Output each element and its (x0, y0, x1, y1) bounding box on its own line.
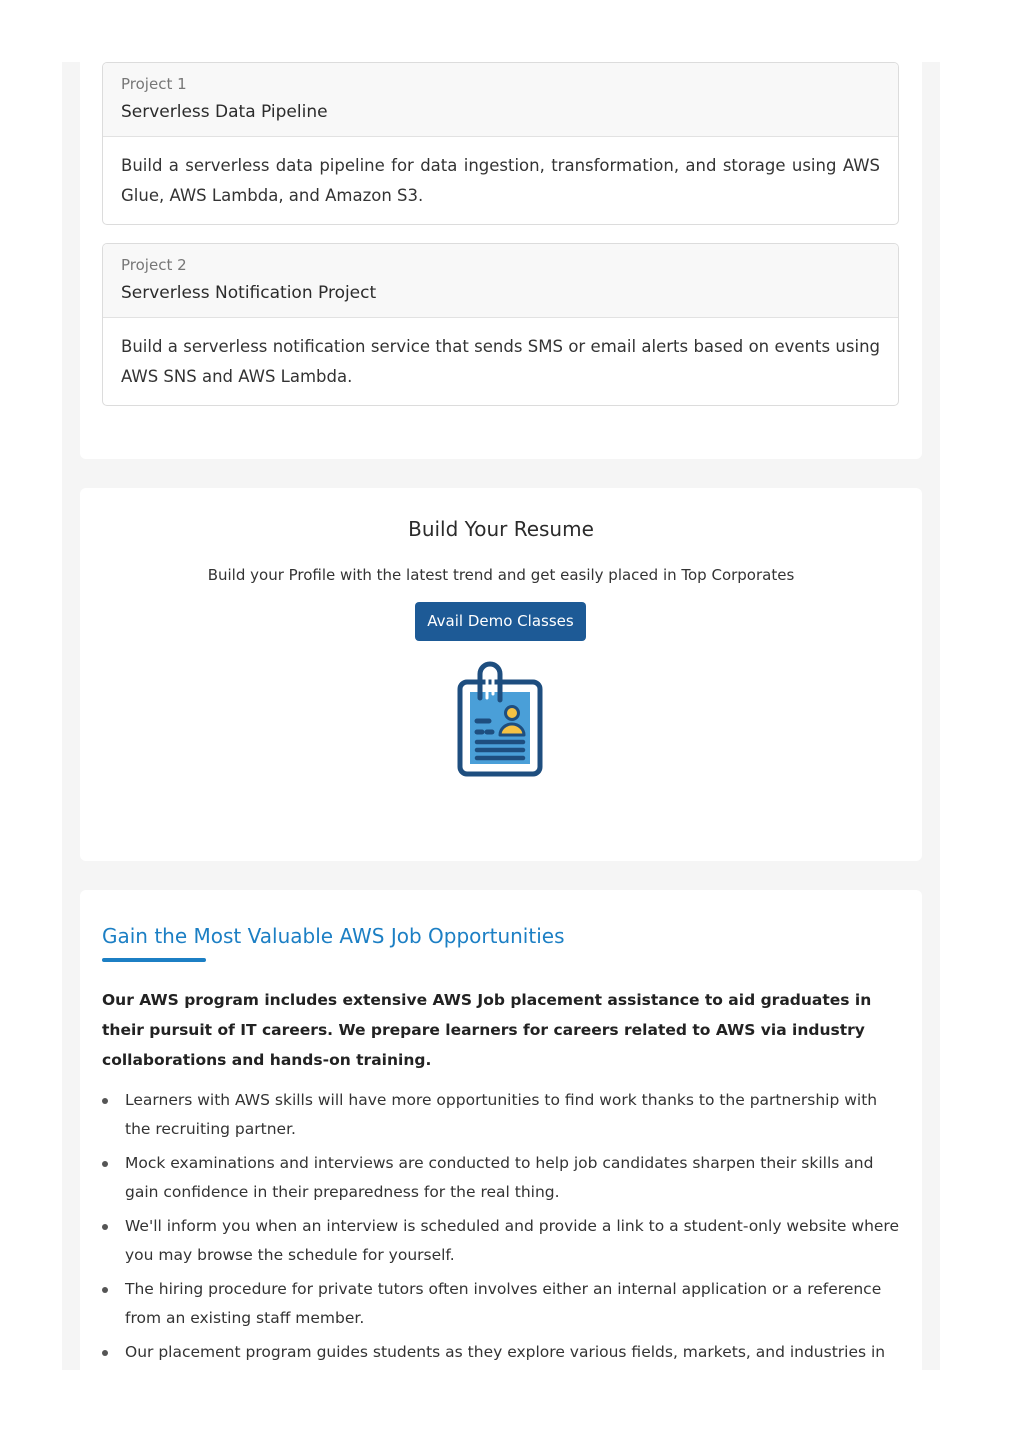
list-item-text: The hiring procedure for private tutors often involves either an internal application or a reference from an existing staff member. (125, 1280, 882, 1327)
list-item-text: Learners with AWS skills will have more opportunities to find work thanks to the partnership with the recruiting partner. (125, 1091, 878, 1138)
project-card-header (103, 244, 898, 318)
avail-demo-classes-button[interactable]: Avail Demo Classes (415, 602, 586, 641)
bullet-dot-icon (102, 1161, 108, 1167)
jobs-title: Gain the Most Valuable AWS Job Opportunities (102, 924, 565, 948)
project-description: Build a serverless notification service that sends SMS or email alerts based on events using AWS SNS and AWS Lambda. (121, 337, 880, 386)
job-opportunities-section (80, 890, 922, 1370)
resume-clipboard-icon (456, 660, 544, 780)
resume-section (80, 488, 922, 861)
project-title: Serverless Notification Project (121, 283, 377, 303)
list-item (102, 1149, 902, 1207)
list-item-text: We'll inform you when an interview is scheduled and provide a link to a student-only website where you may browse the schedule for yourself. (125, 1217, 899, 1264)
bullet-dot-icon (102, 1098, 108, 1104)
jobs-bullet-list (102, 1086, 902, 1372)
project-number: Project 1 (121, 75, 187, 93)
project-card-header (103, 63, 898, 137)
title-underline (102, 958, 206, 962)
projects-section (80, 44, 922, 459)
project-number: Project 2 (121, 256, 187, 274)
list-item-text: Our placement program guides students as they explore various fields, markets, and industries in (125, 1343, 886, 1361)
project-description: Build a serverless data pipeline for data ingestion, transformation, and storage using AWS Glue, AWS Lambda, and Amazon S3. (121, 156, 880, 205)
list-item (102, 1338, 902, 1367)
resume-title: Build Your Resume (408, 517, 594, 541)
project-card (102, 243, 899, 406)
list-item (102, 1086, 902, 1144)
project-card (102, 62, 899, 225)
jobs-intro: Our AWS program includes extensive AWS Job placement assistance to aid graduates in their pursuit of IT careers. We prepare learners for careers related to AWS via industry collaborations and hands-on training. (102, 991, 872, 1069)
resume-subtitle: Build your Profile with the latest trend and get easily placed in Top Corporates (207, 566, 795, 584)
bullet-dot-icon (102, 1224, 108, 1230)
bullet-dot-icon (102, 1350, 108, 1356)
bullet-dot-icon (102, 1287, 108, 1293)
project-title: Serverless Data Pipeline (121, 102, 328, 122)
list-item (102, 1212, 902, 1270)
list-item (102, 1275, 902, 1333)
list-item-text: Mock examinations and interviews are conducted to help job candidates sharpen their skills and gain confidence in their preparedness for the real thing. (125, 1154, 874, 1201)
